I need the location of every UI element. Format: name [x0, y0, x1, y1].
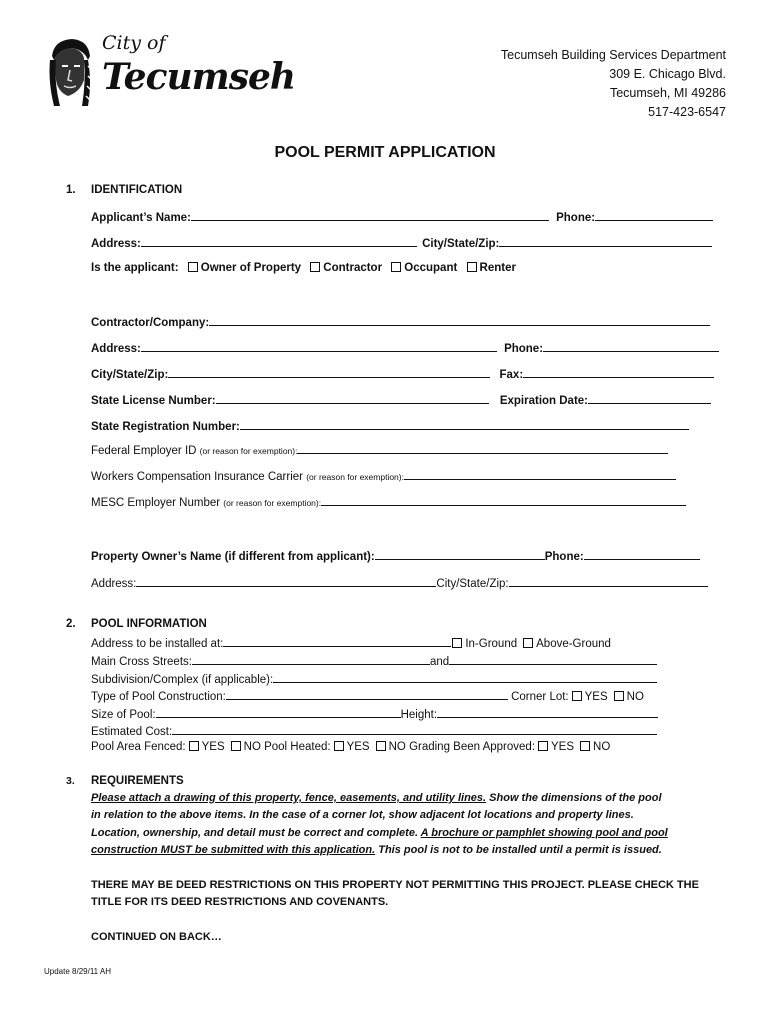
heated-yes-label: YES	[346, 741, 370, 753]
owner-phone-label: Phone:	[544, 551, 584, 563]
mesc-label: MESC Employer Number	[91, 497, 221, 509]
continued-note: CONTINUED ON BACK…	[91, 931, 222, 943]
requirements-line-4-tail: This pool is not to be installed until a permit is issued.	[375, 844, 662, 856]
height-field[interactable]	[437, 707, 658, 718]
owner-name-row	[91, 549, 700, 563]
requirements-line-1	[91, 792, 662, 804]
grading-label: Grading Been Approved:	[409, 741, 536, 753]
contractor-label: Contractor	[323, 262, 383, 274]
mesc-row	[91, 497, 686, 509]
contractor-fax-field[interactable]	[523, 367, 714, 378]
pool-options-row	[91, 741, 610, 753]
workers-comp-note: (or reason for exemption):	[306, 472, 404, 482]
registration-row	[91, 419, 689, 433]
chief-portrait-icon	[44, 36, 96, 108]
install-address-label: Address to be installed at:	[91, 638, 224, 650]
section-3-heading: REQUIREMENTS	[91, 775, 184, 787]
applicant-phone-label: Phone:	[556, 212, 596, 224]
owner-checkbox[interactable]	[188, 262, 198, 272]
cost-field[interactable]	[172, 724, 657, 735]
corner-lot-yes-label: YES	[584, 691, 608, 703]
expiration-label: Expiration Date:	[499, 395, 589, 407]
contractor-csz-label: City/State/Zip:	[91, 369, 169, 381]
requirements-line-1-tail: Show the dimensions of the pool	[486, 792, 662, 804]
contractor-address-field[interactable]	[141, 341, 497, 352]
applicant-type-row	[91, 262, 516, 274]
corner-lot-label: Corner Lot:	[511, 691, 569, 703]
contractor-phone-label: Phone:	[504, 343, 544, 355]
federal-id-field[interactable]	[297, 445, 668, 454]
cross-streets-label: Main Cross Streets:	[91, 656, 192, 668]
owner-address-row	[91, 576, 708, 590]
applicant-name-label: Applicant’s Name:	[91, 212, 191, 224]
grading-yes-label: YES	[551, 741, 575, 753]
owner-address-label: Address:	[91, 578, 137, 590]
pool-type-field[interactable]	[226, 689, 508, 700]
registration-label: State Registration Number:	[91, 421, 240, 433]
applicant-address-label: Address:	[91, 238, 141, 250]
heated-no-checkbox[interactable]	[376, 741, 386, 751]
height-label: Height:	[400, 709, 438, 721]
owner-label: Owner of Property	[200, 262, 302, 274]
applicant-csz-label: City/State/Zip:	[422, 238, 500, 250]
fenced-yes-label: YES	[201, 741, 225, 753]
address-line-4: 517-423-6547	[648, 105, 726, 119]
owner-address-field[interactable]	[136, 576, 436, 587]
fenced-yes-checkbox[interactable]	[189, 741, 199, 751]
fenced-no-checkbox[interactable]	[231, 741, 241, 751]
cost-row	[91, 724, 657, 738]
section-1-heading: IDENTIFICATION	[91, 184, 183, 196]
pool-type-label: Type of Pool Construction:	[91, 691, 226, 703]
registration-field[interactable]	[240, 419, 689, 430]
license-field[interactable]	[216, 393, 489, 404]
owner-csz-label: City/State/Zip:	[436, 578, 509, 590]
federal-id-label: Federal Employer ID	[91, 445, 197, 457]
owner-name-label: Property Owner’s Name (if different from applicant):	[91, 551, 375, 563]
cost-label: Estimated Cost:	[91, 726, 173, 738]
cross-streets-row	[91, 654, 657, 668]
heated-no-label: NO	[388, 741, 406, 753]
corner-lot-no-label: NO	[626, 691, 644, 703]
section-3-number: 3.	[66, 775, 75, 787]
cross-streets-and: and	[429, 656, 450, 668]
occupant-checkbox[interactable]	[391, 262, 401, 272]
requirements-brochure-note: A brochure or pamphlet showing pool and pool	[420, 827, 668, 839]
contractor-csz-field[interactable]	[168, 367, 490, 378]
page-title: POOL PERMIT APPLICATION	[274, 144, 496, 161]
contractor-fax-label: Fax:	[499, 369, 524, 381]
contractor-checkbox[interactable]	[310, 262, 320, 272]
requirements-submit-note: construction MUST be submitted with this application.	[91, 844, 376, 856]
owner-phone-field[interactable]	[584, 549, 700, 560]
requirements-drawing-note: Please attach a drawing of this property, fence, easements, and utility lines.	[91, 792, 487, 804]
requirements-line-3-head: Location, ownership, and detail must be correct and complete.	[91, 827, 421, 839]
install-address-field[interactable]	[223, 636, 451, 647]
applicant-name-row	[91, 210, 713, 224]
footer-update: Update 8/29/11 AH	[44, 967, 112, 976]
cross-street-2-field[interactable]	[449, 654, 657, 665]
subdivision-field[interactable]	[273, 672, 657, 683]
fenced-no-label: NO	[243, 741, 261, 753]
address-line-2: 309 E. Chicago Blvd.	[609, 67, 726, 81]
owner-name-field[interactable]	[375, 549, 545, 560]
pool-size-row	[91, 707, 658, 721]
renter-label: Renter	[479, 262, 516, 274]
applicant-csz-field[interactable]	[499, 236, 712, 247]
fenced-label: Pool Area Fenced:	[91, 741, 186, 753]
grading-no-checkbox[interactable]	[580, 741, 590, 751]
install-address-row	[91, 636, 611, 650]
subdivision-label: Subdivision/Complex (if applicable):	[91, 674, 274, 686]
contractor-csz-row	[91, 367, 714, 381]
heated-yes-checkbox[interactable]	[334, 741, 344, 751]
workers-comp-row	[91, 471, 676, 483]
deed-line-1: THERE MAY BE DEED RESTRICTIONS ON THIS PROPERTY NOT PERMITTING THIS PROJECT. PLEASE CHECK THE	[91, 879, 699, 891]
mesc-field[interactable]	[321, 497, 686, 506]
applicant-address-field[interactable]	[141, 236, 417, 247]
above-ground-label: Above-Ground	[536, 638, 611, 650]
cross-street-1-field[interactable]	[192, 654, 430, 665]
corner-lot-yes-checkbox[interactable]	[572, 691, 582, 701]
owner-csz-field[interactable]	[509, 576, 708, 587]
heated-label: Pool Heated:	[264, 741, 331, 753]
pool-size-field[interactable]	[156, 707, 401, 718]
address-line-1: Tecumseh Building Services Department	[500, 48, 726, 62]
in-ground-label: In-Ground	[465, 638, 518, 650]
department-address	[501, 46, 726, 122]
city-logo	[44, 34, 314, 114]
section-1-number: 1.	[66, 184, 76, 196]
corner-lot-no-checkbox[interactable]	[614, 691, 624, 701]
requirements-line-4	[91, 844, 662, 856]
contractor-company-row	[91, 315, 710, 329]
applicant-address-row	[91, 236, 712, 250]
workers-comp-field[interactable]	[404, 471, 676, 480]
applicant-name-field[interactable]	[191, 210, 549, 221]
pool-type-row	[91, 689, 644, 703]
federal-id-note: (or reason for exemption):	[199, 446, 298, 456]
contractor-company-label: Contractor/Company:	[91, 317, 210, 329]
contractor-phone-field[interactable]	[543, 341, 719, 352]
license-row	[91, 393, 711, 407]
workers-comp-label: Workers Compensation Insurance Carrier	[91, 471, 303, 483]
deed-line-2: TITLE FOR ITS DEED RESTRICTIONS AND COVENANTS.	[91, 896, 389, 908]
renter-checkbox[interactable]	[467, 262, 477, 272]
contractor-company-field[interactable]	[209, 315, 710, 326]
requirements-line-2: in relation to the above items. In the case of a corner lot, show adjacent lot locations and property lines.	[91, 809, 634, 821]
license-label: State License Number:	[91, 395, 216, 407]
requirements-line-3	[91, 827, 668, 839]
grading-yes-checkbox[interactable]	[538, 741, 548, 751]
federal-id-row	[91, 445, 668, 457]
expiration-field[interactable]	[588, 393, 711, 404]
subdivision-row	[91, 672, 657, 686]
contractor-address-label: Address:	[91, 343, 141, 355]
applicant-type-label: Is the applicant:	[91, 262, 179, 274]
applicant-phone-field[interactable]	[595, 210, 713, 221]
grading-no-label: NO	[593, 741, 611, 753]
contractor-address-row	[91, 341, 719, 355]
mesc-note: (or reason for exemption):	[223, 498, 322, 508]
occupant-label: Occupant	[404, 262, 458, 274]
pool-size-label: Size of Pool:	[91, 709, 156, 721]
in-ground-checkbox[interactable]	[452, 638, 462, 648]
logo-tecumseh: Tecumseh	[102, 56, 296, 98]
section-2-heading: POOL INFORMATION	[91, 618, 207, 630]
above-ground-checkbox[interactable]	[523, 638, 533, 648]
logo-city-of: City of	[102, 32, 166, 54]
section-2-number: 2.	[66, 618, 76, 630]
address-line-3: Tecumseh, MI 49286	[609, 86, 726, 100]
